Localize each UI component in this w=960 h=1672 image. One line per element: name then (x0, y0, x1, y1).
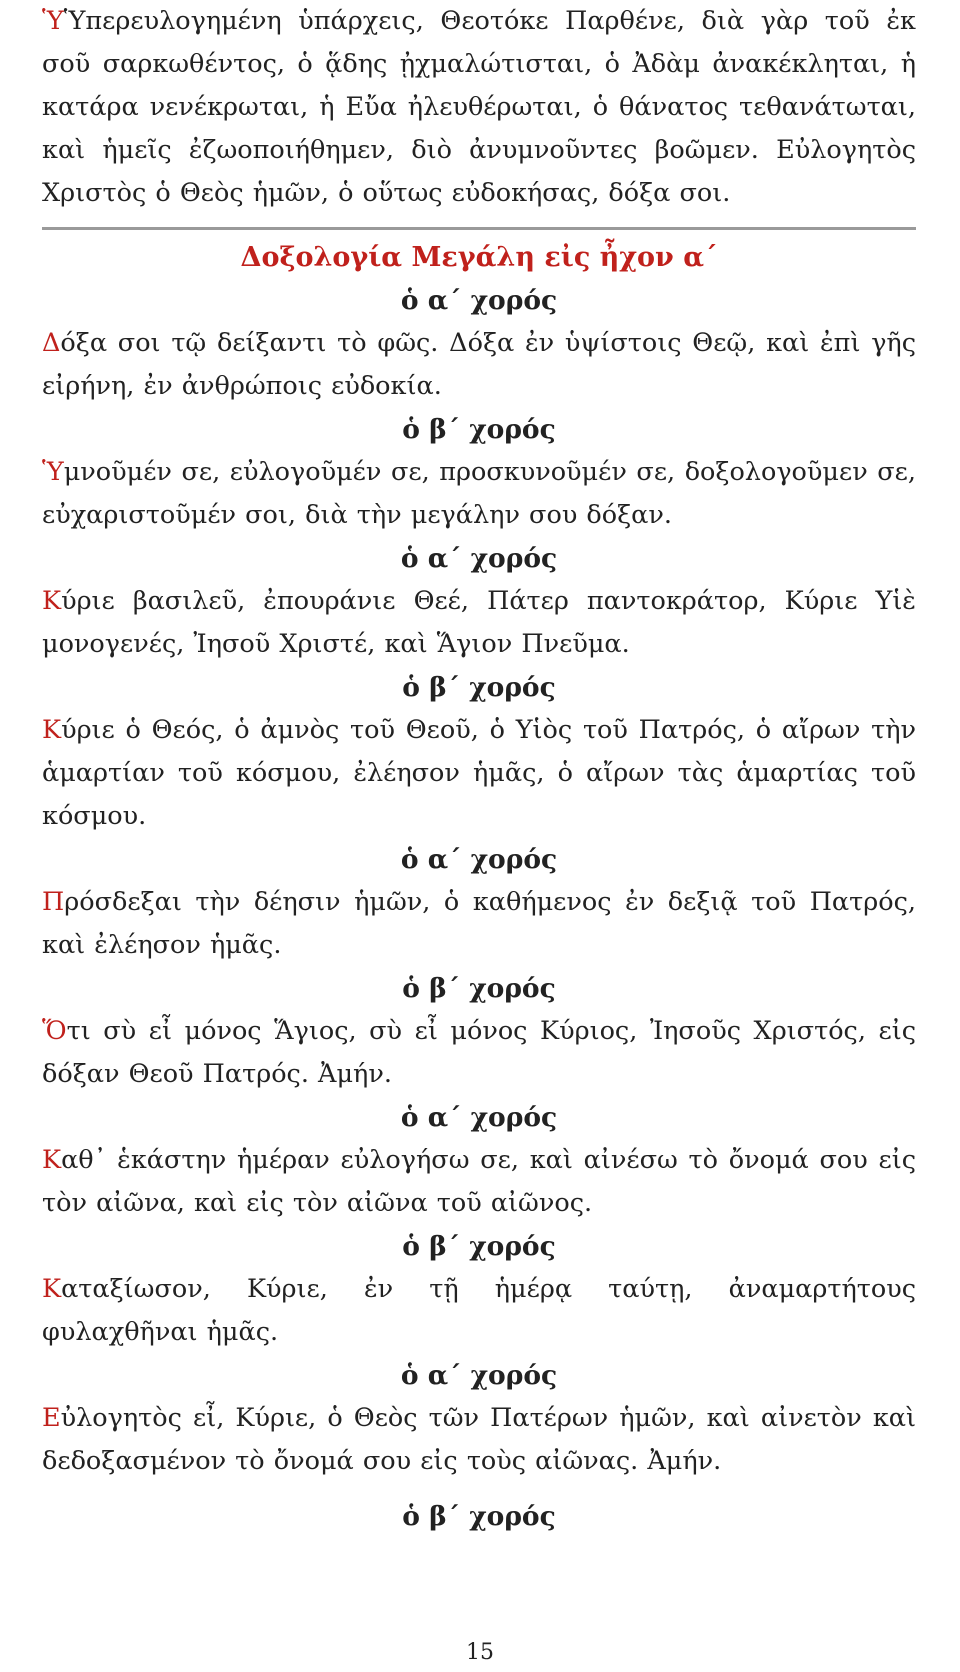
verse-text: όξα σοι τῷ δείξαντι τὸ φῶς. Δόξα ἐν ὑψίστοις Θεῷ, καὶ ἐπὶ γῆς εἰρήνη, ἐν ἀνθρώποις εὐδοκία. (42, 328, 916, 401)
verse-initial: Ὅ (42, 1016, 67, 1046)
verse-text: ρόσδεξαι τὴν δέησιν ἡμῶν, ὁ καθήμενος ἐν δεξιᾷ τοῦ Πατρός, καὶ ἐλέησον ἡμᾶς. (42, 887, 916, 960)
verse-initial: Κ (42, 1145, 62, 1175)
section-divider (42, 227, 916, 230)
verse-text: ύριε ὁ Θεός, ὁ ἀμνὸς τοῦ Θεοῦ, ὁ Υἱὸς τοῦ Πατρός, ὁ αἴρων τὴν ἁμαρτίαν τοῦ κόσμου, ἐλέησον ἡμᾶς, ὁ αἴρων τὰς ἁμαρτίας τοῦ κόσμου. (42, 715, 916, 831)
page-body (42, 0, 916, 1538)
verse-paragraph (42, 1268, 916, 1354)
verse-paragraph (42, 1139, 916, 1225)
choir-heading: ὁ β΄ χορός (402, 414, 556, 445)
verse-paragraph (42, 881, 916, 967)
choir-heading: ὁ α΄ χορός (400, 285, 558, 316)
choir-heading: ὁ β΄ χορός (402, 1231, 556, 1262)
verse-text: ύριε βασιλεῦ, ἐπουράνιε Θεέ, Πάτερ παντοκράτορ, Κύριε Υἱὲ μονογενές, Ἰησοῦ Χριστέ, καὶ Ἅγιον Πνεῦμα. (42, 586, 916, 659)
verse-paragraph (42, 1010, 916, 1096)
intro-text: Ὑπερευλογημένη ὑπάρχεις, Θεοτόκε Παρθένε, διὰ γὰρ τοῦ ἐκ σοῦ σαρκωθέντος, ὁ ᾅδης ᾐχμαλώτισται, ὁ Ἀδὰμ ἀνακέκληται, ἡ κατάρα νενέκρωται, ἡ Εὔα ἠλευθέρωται, ὁ θάνατος τεθανάτωται, καὶ ἡμεῖς ἐζωοποιήθημεν, διὸ ἀνυμνοῦντες βοῶμεν. Εὐλογητὸς Χριστὸς ὁ Θεὸς ἡμῶν, ὁ οὕτως εὐδοκήσας, δόξα σοι. (42, 6, 916, 208)
verse-paragraph (42, 322, 916, 408)
verse-text: αθ᾽ ἑκάστην ἡμέραν εὐλογήσω σε, καὶ αἰνέσω τὸ ὄνομά σου εἰς τὸν αἰῶνα, καὶ εἰς τὸν αἰῶνα τοῦ αἰῶνος. (42, 1145, 916, 1218)
verse-initial: Κ (42, 1274, 62, 1304)
choir-heading: ὁ α΄ χορός (400, 1102, 558, 1133)
intro-initial: Ὑ (42, 6, 64, 36)
choir-heading: ὁ β΄ χορός (402, 973, 556, 1004)
verse-initial: Κ (42, 586, 62, 616)
verse-text: αταξίωσον, Κύριε, ἐν τῇ ἡμέρᾳ ταύτῃ, ἀναμαρτήτους φυλαχθῆναι ἡμᾶς. (42, 1274, 916, 1347)
verse-initial: Ὑ (42, 457, 64, 487)
choir-heading: ὁ α΄ χορός (400, 543, 558, 574)
final-choir-heading: ὁ β΄ χορός (402, 1501, 556, 1532)
verse-text: μνοῦμέν σε, εὐλογοῦμέν σε, προσκυνοῦμέν σε, δοξολογοῦμεν σε, εὐχαριστοῦμέν σοι, διὰ τὴν μεγάλην σου δόξαν. (42, 457, 916, 530)
choir-heading: ὁ α΄ χορός (400, 844, 558, 875)
hymn-title: Δοξολογία Μεγάλη εἰς ἦχον α΄ (240, 242, 718, 273)
page-number: 15 (466, 1640, 494, 1665)
choir-heading: ὁ α΄ χορός (400, 1360, 558, 1391)
verse-initial: Δ (42, 328, 61, 358)
verse-paragraph (42, 709, 916, 838)
verse-initial: Π (42, 887, 65, 917)
verse-text: τι σὺ εἶ μόνος Ἅγιος, σὺ εἶ μόνος Κύριος, Ἰησοῦς Χριστός, εἰς δόξαν Θεοῦ Πατρός. Ἀμήν. (42, 1016, 916, 1089)
verse-initial: Κ (42, 715, 62, 745)
verse-paragraph (42, 1397, 916, 1483)
intro-paragraph (42, 0, 916, 215)
verse-paragraph (42, 580, 916, 666)
verse-initial: Ε (42, 1403, 61, 1433)
verse-text: ὐλογητὸς εἶ, Κύριε, ὁ Θεὸς τῶν Πατέρων ἡμῶν, καὶ αἰνετὸν καὶ δεδοξασμένον τὸ ὄνομά σου εἰς τοὺς αἰῶνας. Ἀμήν. (42, 1403, 916, 1476)
choir-heading: ὁ β΄ χορός (402, 672, 556, 703)
verse-paragraph (42, 451, 916, 537)
